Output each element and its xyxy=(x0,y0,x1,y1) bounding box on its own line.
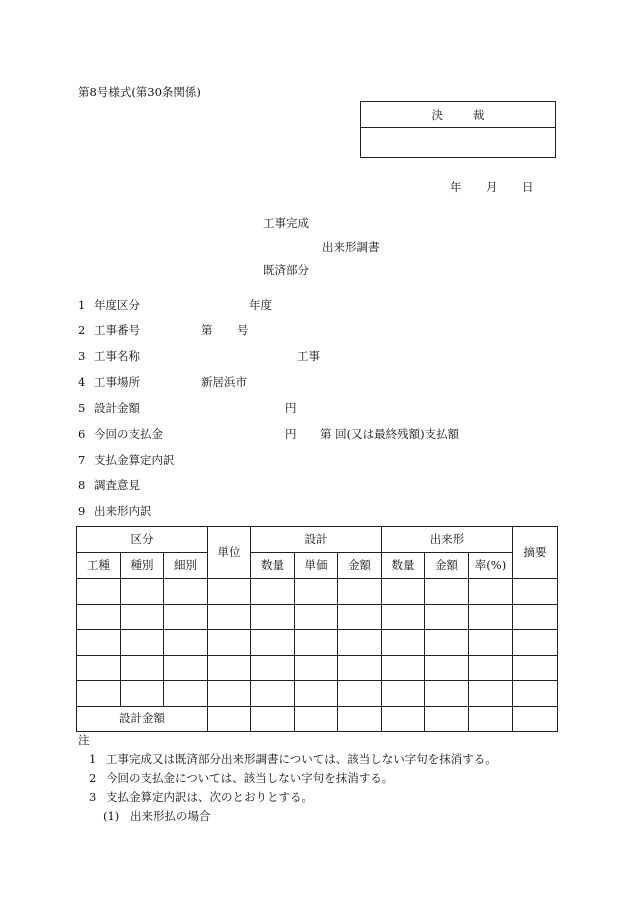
table-cell[interactable] xyxy=(338,579,382,605)
table-cell[interactable] xyxy=(77,681,121,707)
table-cell[interactable] xyxy=(469,604,513,630)
item-value: 工事 xyxy=(297,349,320,363)
decision-title-char-1: 決 xyxy=(431,107,443,122)
table-cell[interactable] xyxy=(425,681,469,707)
table-cell[interactable] xyxy=(295,579,338,605)
header-design-amount: 金額 xyxy=(338,553,382,579)
table-cell[interactable] xyxy=(469,681,513,707)
table-cell[interactable] xyxy=(208,706,251,731)
table-cell[interactable] xyxy=(382,706,425,731)
table-row xyxy=(77,681,558,707)
item-value-yen: 円 xyxy=(285,427,297,441)
note-3-1-number: (1) xyxy=(103,809,120,823)
header-progress-rate: 率(%) xyxy=(469,553,513,579)
table-cell[interactable] xyxy=(425,630,469,656)
table-cell[interactable] xyxy=(251,604,295,630)
item-label: 出来形内訳 xyxy=(94,504,152,518)
form-identifier: 第8号様式(第30条関係) xyxy=(78,85,201,99)
table-cell[interactable] xyxy=(208,579,251,605)
header-kind: 種別 xyxy=(121,553,164,579)
table-cell[interactable] xyxy=(469,655,513,681)
table-cell[interactable] xyxy=(77,604,121,630)
table-cell[interactable] xyxy=(251,706,295,731)
item-number: 5 xyxy=(78,401,86,415)
item-number: 4 xyxy=(78,375,86,389)
table-cell[interactable] xyxy=(382,604,425,630)
item-number: 7 xyxy=(78,453,86,467)
table-cell[interactable] xyxy=(77,655,121,681)
header-progress-quantity: 数量 xyxy=(382,553,425,579)
table-cell[interactable] xyxy=(513,706,558,731)
table-cell[interactable] xyxy=(338,706,382,731)
note-3-text: 支払金算定内訳は、次のとおりとする。 xyxy=(106,790,313,804)
item-label: 支払金算定内訳 xyxy=(94,453,175,467)
table-cell[interactable] xyxy=(164,681,208,707)
note-2-number: 2 xyxy=(89,771,97,785)
decision-title-char-2: 裁 xyxy=(473,107,485,122)
item-label: 年度区分 xyxy=(94,298,140,312)
item-label: 工事番号 xyxy=(94,323,140,337)
table-cell[interactable] xyxy=(251,681,295,707)
table-cell[interactable] xyxy=(251,655,295,681)
table-cell[interactable] xyxy=(208,681,251,707)
item-value-suffix: 号 xyxy=(237,323,249,337)
table-row xyxy=(77,630,558,656)
header-design-quantity: 数量 xyxy=(251,553,295,579)
table-cell[interactable] xyxy=(382,681,425,707)
date-day: 日 xyxy=(522,180,534,194)
table-cell[interactable] xyxy=(164,604,208,630)
table-cell[interactable] xyxy=(338,681,382,707)
item-label: 工事名称 xyxy=(94,349,140,363)
table-cell[interactable] xyxy=(251,630,295,656)
table-row xyxy=(77,604,558,630)
table-cell[interactable] xyxy=(425,655,469,681)
title-line-completion: 工事完成 xyxy=(263,216,309,230)
table-cell[interactable] xyxy=(121,579,164,605)
table-cell[interactable] xyxy=(295,681,338,707)
item-number: 8 xyxy=(78,478,86,492)
table-cell[interactable] xyxy=(469,706,513,731)
header-unit: 単位 xyxy=(208,527,251,579)
note-1-text: 工事完成又は既済部分出来形調書については、該当しない字句を抹消する。 xyxy=(106,752,497,766)
table-cell[interactable] xyxy=(295,655,338,681)
header-progress: 出来形 xyxy=(382,527,513,553)
date-month: 月 xyxy=(486,180,498,194)
table-cell[interactable] xyxy=(208,655,251,681)
item-value: 新居浜市 xyxy=(201,375,247,389)
item-number: 6 xyxy=(78,427,86,441)
note-2-text: 今回の支払金については、該当しない字句を抹消する。 xyxy=(106,771,394,785)
item-label: 設計金額 xyxy=(94,401,140,415)
table-cell[interactable] xyxy=(513,681,558,707)
table-row xyxy=(77,655,558,681)
table-cell[interactable] xyxy=(77,630,121,656)
table-cell[interactable] xyxy=(469,579,513,605)
table-cell[interactable] xyxy=(382,655,425,681)
table-cell[interactable] xyxy=(338,655,382,681)
title-line-partial: 既済部分 xyxy=(263,263,309,277)
header-detail: 細別 xyxy=(164,553,208,579)
table-cell[interactable] xyxy=(382,630,425,656)
table-cell[interactable] xyxy=(513,579,558,605)
table-cell[interactable] xyxy=(513,630,558,656)
header-design-unit-price: 単価 xyxy=(295,553,338,579)
table-cell[interactable] xyxy=(338,604,382,630)
item-label: 今回の支払金 xyxy=(94,427,163,441)
table-cell[interactable] xyxy=(164,579,208,605)
decision-stamp-area[interactable] xyxy=(361,128,555,157)
table-cell[interactable] xyxy=(425,579,469,605)
header-progress-amount: 金額 xyxy=(425,553,469,579)
item-number: 2 xyxy=(78,323,86,337)
note-3-1-text: 出来形払の場合 xyxy=(130,809,211,823)
table-cell[interactable] xyxy=(295,604,338,630)
table-cell[interactable] xyxy=(77,579,121,605)
notes-heading: 注 xyxy=(78,733,90,747)
date-year: 年 xyxy=(450,180,462,194)
table-cell[interactable] xyxy=(425,706,469,731)
table-cell[interactable] xyxy=(513,604,558,630)
header-work-type: 工種 xyxy=(77,553,121,579)
item-value-installment: 第 回(又は最終残額)支払額 xyxy=(320,427,460,441)
table-cell[interactable] xyxy=(295,706,338,731)
note-3-number: 3 xyxy=(89,790,97,804)
table-row xyxy=(77,579,558,605)
table-cell[interactable] xyxy=(121,681,164,707)
item-number: 3 xyxy=(78,349,86,363)
table-cell[interactable] xyxy=(251,579,295,605)
table-cell[interactable] xyxy=(338,630,382,656)
item-value: 年度 xyxy=(249,298,272,312)
table-cell[interactable] xyxy=(513,655,558,681)
decision-box xyxy=(360,101,556,158)
table-cell[interactable] xyxy=(121,655,164,681)
table-cell[interactable] xyxy=(164,655,208,681)
header-design: 設計 xyxy=(251,527,382,553)
table-cell[interactable] xyxy=(425,604,469,630)
table-cell[interactable] xyxy=(208,630,251,656)
header-remarks: 摘要 xyxy=(513,527,558,579)
table-cell[interactable] xyxy=(469,630,513,656)
table-cell[interactable] xyxy=(208,604,251,630)
progress-detail-table xyxy=(76,526,558,732)
title-line-main: 出来形調書 xyxy=(322,240,380,254)
table-footer-row xyxy=(77,706,558,731)
footer-design-amount-label: 設計金額 xyxy=(77,706,208,731)
item-number: 9 xyxy=(78,504,86,518)
table-cell[interactable] xyxy=(121,604,164,630)
note-1-number: 1 xyxy=(89,752,97,766)
item-label: 工事場所 xyxy=(94,375,140,389)
table-cell[interactable] xyxy=(164,630,208,656)
item-value-prefix: 第 xyxy=(201,323,213,337)
item-value: 円 xyxy=(285,401,297,415)
header-category: 区分 xyxy=(77,527,208,553)
table-cell[interactable] xyxy=(295,630,338,656)
item-number: 1 xyxy=(78,298,86,312)
table-cell[interactable] xyxy=(382,579,425,605)
decision-box-header xyxy=(361,102,555,128)
table-cell[interactable] xyxy=(121,630,164,656)
item-label: 調査意見 xyxy=(94,478,140,492)
